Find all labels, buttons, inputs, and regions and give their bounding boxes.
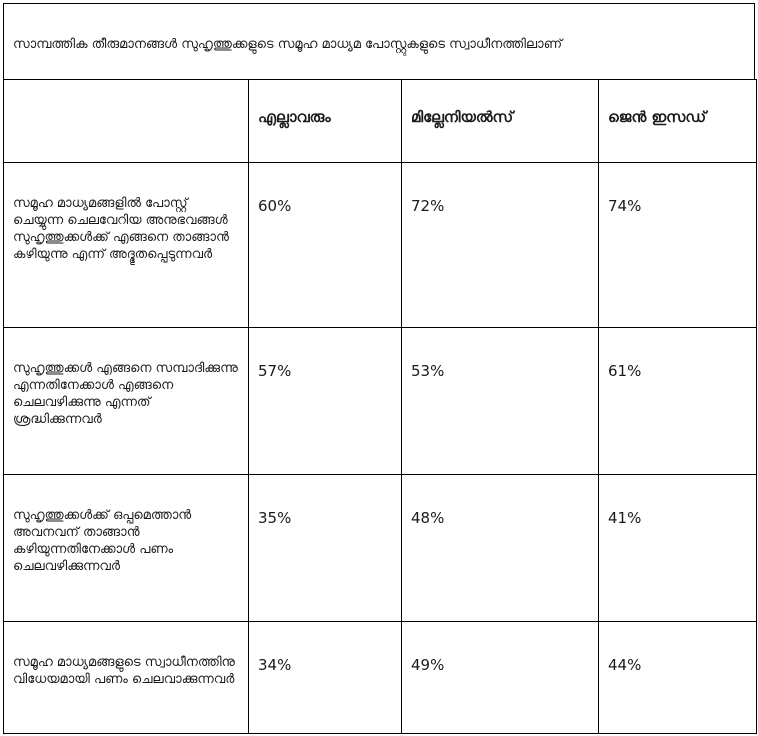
value-cell [249,475,402,622]
row-label-cell [4,475,249,622]
value-cell [599,163,757,328]
table-title: സാമ്പത്തിക തീരുമാനങ്ങൾ സുഹൃത്തുക്കളുടെ സമൂഹ മാധ്യമ പോസ്റ്റുകളുടെ സ്വാധീനത്തിലാണ് [13,37,563,52]
value-cell [402,328,599,475]
row-label: സുഹൃത്തുക്കൾക്ക് ഒപ്പമെത്താൻ അവനവന് താങ്ങാൻ കഴിയുന്നതിനേക്കാൾ പണം ചെലവഴിക്കുന്നവർ [13,508,192,574]
value-millennials: 48% [411,509,445,527]
table-row [4,328,757,475]
value-genz: 74% [608,197,642,215]
header-row [4,80,757,163]
header-cell-millennials [402,80,599,163]
row-label-cell [4,328,249,475]
value-cell [402,622,599,734]
value-cell [249,163,402,328]
value-cell [599,328,757,475]
value-millennials: 72% [411,197,445,215]
value-cell [402,475,599,622]
header-label: മില്ലേനിയൽസ് [411,108,514,126]
header-label [4,80,248,108]
row-label: സുഹൃത്തുക്കൾ എങ്ങനെ സമ്പാദിക്കുന്നു എന്നതിനേക്കാൾ എങ്ങനെ ചെലവഴിക്കുന്നു എന്നത് ശ്രദ്ധിക്കുന്നവർ [13,361,238,427]
header-cell-genz [599,80,757,163]
table-row [4,622,757,734]
row-label: സമൂഹ മാധ്യമങ്ങളിൽ പോസ്റ്റ് ചെയ്യുന്ന ചെലവേറിയ അനുഭവങ്ങൾ സുഹൃത്തുക്കൾക്ക് എങ്ങനെ താങ്ങാൻ കഴിയുന്നു എന്ന് അദ്ഭുതപ്പെടുന്നവർ [13,196,229,262]
value-millennials: 49% [411,656,445,674]
value-genz: 41% [608,509,642,527]
header-label: എല്ലാവരും [258,108,331,126]
row-label-cell [4,163,249,328]
data-table [3,79,757,734]
value-everyone: 35% [258,509,292,527]
value-everyone: 34% [258,656,292,674]
header-cell-everyone [249,80,402,163]
value-cell [599,622,757,734]
value-genz: 44% [608,656,642,674]
value-everyone: 57% [258,362,292,380]
value-cell [249,622,402,734]
row-label: സമൂഹ മാധ്യമങ്ങളുടെ സ്വാധീനത്തിനു വിധേയമായി പണം ചെലവാക്കുന്നവർ [13,655,235,687]
title-row [3,3,755,79]
value-everyone: 60% [258,197,292,215]
header-cell-blank [4,80,249,163]
row-label-cell [4,622,249,734]
value-cell [599,475,757,622]
value-cell [402,163,599,328]
value-cell [249,328,402,475]
table-row [4,163,757,328]
header-label: ജെൻ ഇസഡ് [608,108,707,126]
value-millennials: 53% [411,362,445,380]
table-row [4,475,757,622]
value-genz: 61% [608,362,642,380]
